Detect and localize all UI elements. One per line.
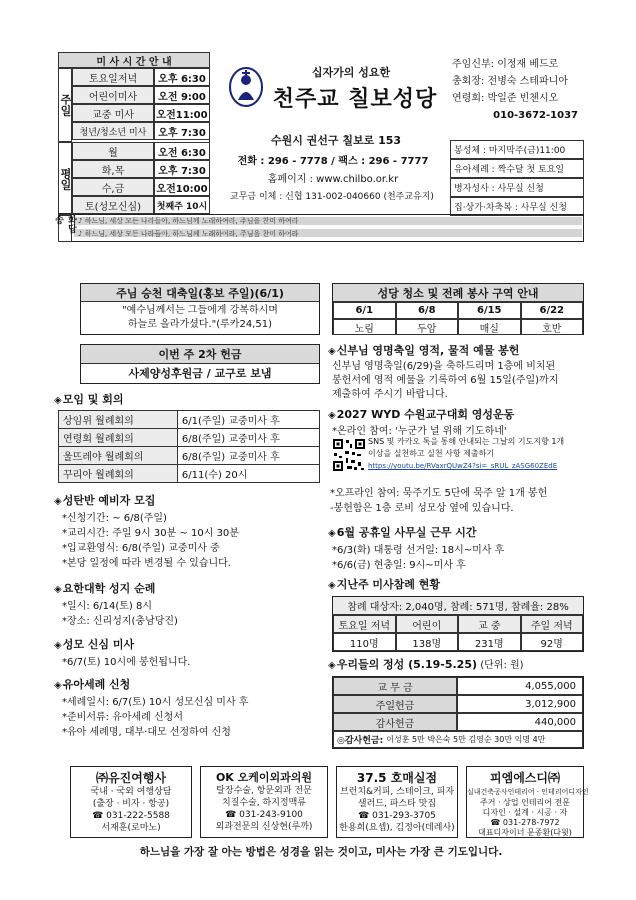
mass-name: 토(성모신심) <box>72 196 154 214</box>
diamond-bullet-icon: ◈ <box>54 640 62 651</box>
cleaning-area: 두암 <box>396 319 459 335</box>
prayer-title: 신부님 영명축일 영적, 물적 예물 봉헌 <box>336 344 520 357</box>
attendance-header: 주일 저녁 <box>521 615 584 633</box>
church-homepage: 홈페이지 : www.chilbo.or.kr <box>267 174 399 185</box>
wyd-online-link[interactable]: https://youtu.be/RVaxrQUwZ4?si=_sRUL_zASG60ZEdE <box>368 462 558 470</box>
offering-thanks-label: ◎감사헌금: <box>337 736 384 746</box>
cleaning-area: 노림 <box>333 319 396 335</box>
pilgrimage-section <box>54 580 324 629</box>
footer-motto: 하느님을 가장 잘 아는 방법은 성경을 읽는 것이고, 미사는 가장 큰 기도입니다. <box>139 846 503 858</box>
staff-pastor: 주임신부: 이정재 베드로 <box>452 59 559 70</box>
service-item: 유아세례 : 짝수달 첫 토요일 <box>450 159 584 178</box>
attendance-value: 110명 <box>333 633 396 651</box>
church-logo <box>228 66 264 108</box>
ad-title: OK 오케이외과의원 <box>215 771 313 784</box>
list-item: *세례일시: 6/7(토) 10시 성모신심 미사 후 <box>62 697 249 708</box>
ad-title: ㈜유진여행사 <box>96 771 166 785</box>
service-item: 집·상가·차축복 : 사무실 신청 <box>450 197 584 216</box>
hymn-line-2: ♪ 하느님, 세상 모든 나라들아, 하느님께 노래하여라, 주님을 찬미 하여라 <box>78 230 299 238</box>
prayer-section <box>328 342 586 402</box>
meeting-when: 6/8(주일) 교중미사 후 <box>177 429 319 447</box>
ad-line: 국내 · 국외 여행상담 <box>90 787 172 797</box>
church-account: 교무금 이체 : 신협 131-002-040660 (천주교유지) <box>230 192 434 202</box>
mass-name: 월 <box>72 142 154 160</box>
ad-line: (출장 · 비자 · 항공) <box>92 799 170 809</box>
mass-time: 오전 6:30 <box>154 142 210 160</box>
ad-line: 주거 · 상업 인테리어 전문 <box>480 798 570 807</box>
list-item: *장소: 신리성지(충남당진) <box>62 616 178 627</box>
cleaning-date: 6/8 <box>396 302 459 319</box>
feast-quote-1: "예수님께서는 그들에게 강복하시며 <box>122 305 278 316</box>
offering-thanks <box>333 731 583 748</box>
table-row <box>59 465 320 483</box>
pilgrimage-title: 요한대학 성지 순례 <box>62 582 156 595</box>
meeting-when: 6/11(수) 20시 <box>177 465 319 483</box>
list-item: *6/6(금) 현충일: 9시~미사 후 <box>332 560 466 571</box>
attendance-header: 토요일 저녁 <box>333 615 396 633</box>
wyd-offline-1: *오프라인 참여: 묵주기도 5단에 묵주 알 1개 봉헌 <box>330 488 548 499</box>
attendance-title: 지난주 미사참례 현황 <box>336 578 440 591</box>
offering-table <box>332 676 584 749</box>
office-section <box>328 524 586 573</box>
offering-thanks-body: 이성훈 5만 박은숙 5만 김영순 30만 익명 4만 <box>386 735 546 744</box>
meeting-when: 6/1(주일) 교중미사 후 <box>177 411 319 429</box>
diamond-bullet-icon: ◈ <box>328 410 336 421</box>
list-item: 봉헌서에 영적 예물을 기록하여 6월 15일(주일)까지 <box>332 375 559 386</box>
ad-card <box>336 766 458 838</box>
church-subtitle: 십자가의 성요한 <box>311 66 391 79</box>
mass-time: 첫째주 10시 <box>154 196 210 214</box>
attendance-summary: 참례 대상자: 2,040명, 참례: 571명, 참례율: 28% <box>333 597 583 615</box>
weekday-mass-list <box>72 142 210 214</box>
weekday-label: 평일 <box>58 142 72 216</box>
ad-line: 서재훈(로마노) <box>101 823 161 833</box>
meeting-name: 울뜨레야 월례회의 <box>59 447 178 465</box>
ad-line: 한용희(요셉), 김정아(데레사) <box>339 823 455 833</box>
diamond-bullet-icon: ◈ <box>54 395 62 406</box>
feast-quote-2: 하늘로 올라가셨다."(루카24,51) <box>128 319 272 330</box>
ad-line: 치질수술, 하지정맥류 <box>222 798 306 808</box>
offering-unit: (단위: 원) <box>480 660 524 671</box>
ad-line: 실내건축공사인테리어 · 인테리어디자인 <box>467 788 589 796</box>
meeting-when: 6/8(주일) 교중미사 후 <box>177 447 319 465</box>
service-item: 봉성체 : 마지막주(금)11:00 <box>450 140 584 159</box>
attendance-header: 어린이 <box>396 615 459 633</box>
wyd-online-2: 이상을 실천하고 실천 사항 제출하기 <box>368 449 495 458</box>
offering-amount: 3,012,900 <box>457 695 583 713</box>
offering-label: 주일헌금 <box>333 695 457 713</box>
ad-line: 외과전문의 신상현(루까) <box>215 822 313 832</box>
list-item: *본당 일정에 따라 변경될 수 있습니다. <box>62 558 231 569</box>
cleaning-date: 6/1 <box>333 302 396 319</box>
ad-line: 샐러드, 파스타 맛집 <box>357 799 437 809</box>
diamond-bullet-icon: ◈ <box>54 496 62 507</box>
mass-time: 오후 6:30 <box>154 68 210 86</box>
marian-title: 성모 신심 미사 <box>62 638 135 651</box>
services-box <box>450 140 584 216</box>
service-item: 병자성사 : 사무실 신청 <box>450 178 584 197</box>
offering-label: 교 무 금 <box>333 677 457 695</box>
wyd-section <box>328 406 586 439</box>
hymn-line-1: ♪ 하느님, 세상 모든 나라들아, 하느님께 노래하여라, 주님을 찬미 하여라 <box>78 217 299 225</box>
staff-box <box>452 56 582 124</box>
church-logo-icon <box>228 66 264 108</box>
church-name: 천주교 칠보성당 <box>272 87 438 112</box>
attendance-table <box>332 596 584 652</box>
list-item: *교리시간: 주일 9시 30분 ~ 10시 30분 <box>62 528 239 539</box>
ad-line: 탈장수술, 항문외과 전문 <box>216 786 312 796</box>
pentecost-section <box>54 492 324 571</box>
table-row <box>59 411 320 429</box>
diamond-bullet-icon: ◈ <box>328 580 336 591</box>
mass-schedule-title: 미 사 시 간 안 내 <box>58 52 210 68</box>
ad-card <box>200 766 328 838</box>
attendance-heading <box>328 576 440 592</box>
ad-line: ☎ 031-222-5588 <box>92 811 170 821</box>
ad-line: 대표디자이너 문종환(다윗) <box>478 828 572 837</box>
meetings-table <box>58 410 320 483</box>
table-row <box>59 429 320 447</box>
pentecost-title: 성탄반 예비자 모집 <box>62 494 156 507</box>
mass-name: 수,금 <box>72 178 154 196</box>
offering-amount: 4,055,000 <box>457 677 583 695</box>
diamond-bullet-icon: ◈ <box>328 346 336 357</box>
baptism-section <box>54 676 324 740</box>
ad-card <box>70 766 192 838</box>
mass-name: 토요일저녁 <box>72 68 154 86</box>
list-item: 신부님 영명축일(6/29)을 축하드리며 1층에 비치된 <box>332 361 556 372</box>
wyd-title: 2027 WYD 수원교구대회 영성운동 <box>336 408 515 421</box>
hymn-label: 화답송 <box>58 214 72 242</box>
list-item: *준비서류: 유아세례 신청서 <box>62 712 183 723</box>
mass-time: 오후 7:30 <box>154 122 210 140</box>
qr-code-icon[interactable] <box>332 438 366 472</box>
ad-line: ☎ 031-278-7972 <box>490 818 560 827</box>
wyd-online-label: *온라인 참여: '누군가 널 위해 기도하네' <box>332 426 507 437</box>
collection-body: 사제양성후원금 / 교구로 보냄 <box>128 367 272 380</box>
mass-time: 오전10:00 <box>154 178 210 196</box>
list-item: *일시: 6/14(토) 8시 <box>62 601 152 612</box>
church-phone: 전화 : 296 - 7778 / 팩스 : 296 - 7777 <box>237 156 429 167</box>
mass-name: 교중 미사 <box>72 104 154 122</box>
attendance-header: 교 중 <box>458 615 521 633</box>
church-address: 수원시 권선구 칠보로 153 <box>270 134 402 147</box>
ad-title: 37.5 호매실점 <box>356 771 438 785</box>
staff-contact-phone: 010-3672-1037 <box>493 110 578 121</box>
collection-title: 이번 주 2차 헌금 <box>81 345 319 364</box>
list-item: *유아 세례명, 대부·대모 선정하여 신청 <box>62 727 231 738</box>
ad-card <box>466 766 589 838</box>
ad-line: ☎ 031-293-3705 <box>358 811 436 821</box>
marian-section <box>54 636 324 670</box>
wyd-online-details <box>368 436 586 472</box>
list-item: 제출하여 주시기 바랍니다. <box>332 389 448 400</box>
list-item: *입교환영식: 6/8(주일) 교중미사 중 <box>62 543 220 554</box>
meeting-name: 꾸리아 월례회의 <box>59 465 178 483</box>
meeting-name: 연령회 월례회의 <box>59 429 178 447</box>
ad-line: 브런치&커피, 스테이크, 피자 <box>339 787 455 797</box>
meetings-title: 모임 및 회의 <box>62 393 124 406</box>
cleaning-title: 성당 청소 및 전례 봉사 구역 안내 <box>333 284 583 302</box>
mass-name: 화,목 <box>72 160 154 178</box>
feast-title: 주님 승천 대축일(홍보 주일)(6/1) <box>81 284 319 302</box>
diamond-bullet-icon: ◈ <box>328 528 336 539</box>
offering-title: 우리들의 정성 (5.19-5.25) <box>336 658 478 671</box>
ad-title: 피엠에스디㈜ <box>490 771 560 785</box>
list-item: *신청기간: ~ 6/8(주일) <box>62 513 167 524</box>
ad-line: 디자인 · 설계 · 시공 · 자 <box>482 808 568 817</box>
mass-time: 오전11:00 <box>154 104 210 122</box>
collection-box <box>80 344 320 384</box>
list-item: *6/7(토) 10시에 봉헌됩니다. <box>62 657 191 668</box>
staff-contact: 연령회: 박일준 빈첸시오 <box>452 93 559 104</box>
cleaning-area: 호반 <box>521 319 584 335</box>
table-row <box>59 447 320 465</box>
offering-amount: 440,000 <box>457 713 583 731</box>
list-item: *6/3(화) 대통령 선거일: 18시~미사 후 <box>332 545 505 556</box>
diamond-bullet-icon: ◈ <box>54 584 62 595</box>
cleaning-area: 매실 <box>458 319 521 335</box>
ads-row <box>70 766 589 838</box>
mass-name: 청년/청소년 미사 <box>72 122 154 140</box>
staff-president: 총회장: 전병숙 스테파니아 <box>452 76 568 87</box>
baptism-title: 유아세례 신청 <box>62 678 131 691</box>
wyd-online-1: SNS 및 카카오 톡을 통해 안내되는 그날의 기도지향 1개 <box>368 437 565 446</box>
weekend-label: 주일 <box>58 68 72 142</box>
mass-time: 오후 7:30 <box>154 160 210 178</box>
wyd-offline-2: -봉헌함은 1층 로비 성모상 옆에 있습니다. <box>330 503 514 514</box>
wyd-offline <box>330 486 586 516</box>
cleaning-date: 6/22 <box>521 302 584 319</box>
meetings-heading <box>54 391 124 407</box>
attendance-value: 231명 <box>458 633 521 651</box>
ad-line: ☎ 031-243-9100 <box>225 810 303 820</box>
offering-heading <box>328 656 524 672</box>
feast-box <box>80 283 320 335</box>
diamond-bullet-icon: ◈ <box>328 660 336 671</box>
meeting-name: 상임위 월례회의 <box>59 411 178 429</box>
diamond-bullet-icon: ◈ <box>54 680 62 691</box>
cleaning-box <box>332 283 584 335</box>
mass-name: 어린이미사 <box>72 86 154 104</box>
attendance-value: 92명 <box>521 633 584 651</box>
weekend-mass-list <box>72 68 210 140</box>
cleaning-date: 6/15 <box>458 302 521 319</box>
office-title: 6월 공휴일 사무실 근무 시간 <box>336 526 477 539</box>
mass-time: 오전 9:00 <box>154 86 210 104</box>
attendance-value: 138명 <box>396 633 459 651</box>
offering-label: 감사헌금 <box>333 713 457 731</box>
